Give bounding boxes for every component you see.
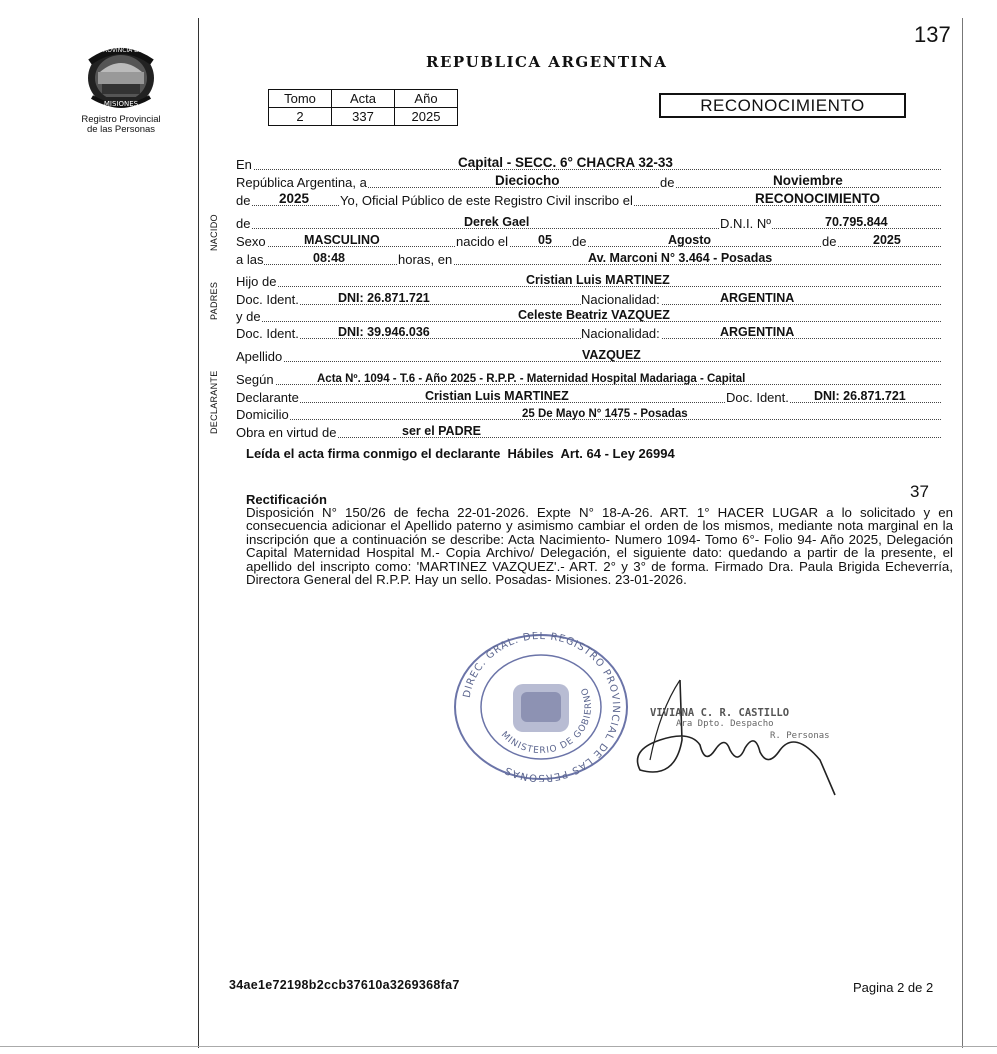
nacido-label: nacido el bbox=[456, 234, 509, 249]
anio-header: Año bbox=[395, 90, 458, 108]
de3-label: de bbox=[236, 216, 251, 231]
father-doc: DNI: 26.871.721 bbox=[338, 291, 430, 305]
de-label: de bbox=[660, 175, 675, 190]
seal-outer-text: DIREC. GRAL. DEL REGISTRO PROVINCIAL DE LAS PERSONAS bbox=[461, 632, 622, 782]
row-oficial bbox=[236, 191, 941, 208]
side-label-declarante: DECLARANTE bbox=[209, 370, 219, 434]
row-name bbox=[236, 214, 941, 231]
row-en bbox=[236, 155, 941, 172]
registry-label-line2: de las Personas bbox=[86, 124, 156, 135]
bottom-margin-line bbox=[0, 1046, 997, 1047]
page-indicator: Pagina 2 de 2 bbox=[853, 980, 934, 995]
signature-stamp-line3: R. Personas bbox=[770, 731, 830, 741]
en-label: En bbox=[236, 157, 252, 172]
birth-hour: 08:48 bbox=[313, 251, 345, 265]
row-obra bbox=[236, 423, 941, 440]
row-apellido bbox=[236, 347, 941, 364]
registration-year: 2025 bbox=[279, 191, 310, 206]
declarante-label: Declarante bbox=[236, 390, 299, 405]
father-nat-label: Nacionalidad: bbox=[581, 292, 660, 307]
official-seal bbox=[451, 632, 631, 782]
row-domicilio bbox=[236, 405, 941, 422]
left-margin-line bbox=[198, 18, 199, 1048]
mother-nat-label: Nacionalidad: bbox=[581, 326, 660, 341]
dni-label: D.N.I. Nº bbox=[720, 216, 771, 231]
declarante-name: Cristian Luis MARTINEZ bbox=[425, 389, 569, 403]
mother-name: Celeste Beatriz VAZQUEZ bbox=[518, 308, 670, 322]
child-sex: MASCULINO bbox=[304, 233, 380, 247]
oficial-text: Yo, Oficial Público de este Registro Civil inscribo el bbox=[340, 193, 633, 208]
side-label-padres: PADRES bbox=[209, 281, 219, 320]
place-of-registration: Capital - SECC. 6° CHACRA 32-33 bbox=[458, 155, 673, 170]
record-type-box: RECONOCIMIENTO bbox=[659, 93, 906, 118]
domicilio-label: Domicilio bbox=[236, 407, 289, 422]
acta-value: 337 bbox=[332, 108, 395, 126]
document-title: REPUBLICA ARGENTINA bbox=[426, 53, 668, 71]
rectification-number: 37 bbox=[910, 482, 929, 501]
rectification-title: Rectificación bbox=[246, 492, 327, 507]
de2-label: de bbox=[236, 193, 251, 208]
tomo-header: Tomo bbox=[269, 90, 332, 108]
row-segun bbox=[236, 370, 941, 387]
registration-month: Noviembre bbox=[773, 173, 843, 188]
obra-label: Obra en virtud de bbox=[236, 425, 337, 440]
row-hijo bbox=[236, 272, 941, 289]
child-name: Derek Gael bbox=[464, 215, 530, 229]
row-mother-doc bbox=[236, 324, 941, 341]
page-number: 137 bbox=[914, 22, 951, 47]
surname-value: VAZQUEZ bbox=[582, 348, 641, 362]
logo-bottom-text: MISIONES bbox=[103, 100, 139, 108]
domicilio-value: 25 De Mayo N° 1475 - Posadas bbox=[522, 408, 688, 420]
declarante-doc-label: Doc. Ident. bbox=[726, 390, 789, 405]
province-shield-icon bbox=[80, 42, 162, 112]
segun-value: Acta Nº. 1094 - T.6 - Año 2025 - R.P.P. - Maternidad Hospital Madariaga - Capital bbox=[317, 373, 746, 385]
row-mother bbox=[236, 307, 941, 324]
birth-month: Agosto bbox=[668, 233, 712, 247]
acta-header: Acta bbox=[332, 90, 395, 108]
obra-value: ser el PADRE bbox=[402, 424, 481, 438]
tomo-value: 2 bbox=[269, 108, 332, 126]
mother-doc: DNI: 39.946.036 bbox=[338, 325, 430, 339]
leida-statement: Leída el acta firma conmigo el declarante Hábiles Art. 64 - Ley 26994 bbox=[246, 446, 675, 461]
child-dni: 70.795.844 bbox=[825, 215, 888, 229]
birth-year: 2025 bbox=[873, 233, 901, 247]
declarante-doc: DNI: 26.871.721 bbox=[814, 389, 906, 403]
logo-top-text: PROVINCIA DE bbox=[99, 47, 143, 54]
row-sexo bbox=[236, 232, 941, 249]
anio-value: 2025 bbox=[395, 108, 458, 126]
father-name: Cristian Luis MARTINEZ bbox=[526, 273, 670, 287]
row-hora bbox=[236, 250, 941, 267]
province-logo bbox=[80, 42, 162, 112]
hijo-label: Hijo de bbox=[236, 274, 277, 289]
mother-nationality: ARGENTINA bbox=[720, 325, 795, 339]
signature-stamp-line2: Ara Dpto. Despacho bbox=[676, 719, 774, 729]
row-father-doc bbox=[236, 290, 941, 307]
side-label-nacido: NACIDO bbox=[209, 214, 219, 251]
row-date bbox=[236, 173, 941, 190]
record-number-table bbox=[268, 89, 458, 126]
apellido-label: Apellido bbox=[236, 349, 283, 364]
yde-label: y de bbox=[236, 309, 261, 324]
seal-inner-text: MINISTERIO DE GOBIERNO bbox=[498, 685, 595, 757]
segun-label: Según bbox=[236, 372, 274, 387]
seal-icon bbox=[451, 632, 631, 782]
horas-label: horas, en bbox=[398, 252, 453, 267]
right-margin-line bbox=[962, 18, 963, 1048]
registration-day: Dieciocho bbox=[495, 173, 560, 188]
de4-label: de bbox=[572, 234, 587, 249]
inscription-type: RECONOCIMIENTO bbox=[755, 191, 881, 206]
mother-doc-label: Doc. Ident. bbox=[236, 326, 299, 341]
alas-label: a las bbox=[236, 252, 264, 267]
de5-label: de bbox=[822, 234, 837, 249]
sexo-label: Sexo bbox=[236, 234, 266, 249]
birth-day: 05 bbox=[538, 233, 552, 247]
registry-label-line1: Registro Provincial bbox=[81, 114, 161, 125]
father-doc-label: Doc. Ident. bbox=[236, 292, 299, 307]
row-declarante bbox=[236, 388, 941, 405]
registry-label bbox=[66, 115, 176, 135]
document-hash: 34ae1e72198b2ccb37610a3269368fa7 bbox=[229, 978, 460, 992]
republica-label: República Argentina, a bbox=[236, 175, 367, 190]
signature-stamp-name: VIVIANA C. R. CASTILLO bbox=[650, 707, 790, 719]
birth-place: Av. Marconi N° 3.464 - Posadas bbox=[588, 251, 773, 265]
father-nationality: ARGENTINA bbox=[720, 291, 795, 305]
rectification-body: Disposición N° 150/26 de fecha 22-01-2026. Expte N° 18-A-26. ART. 1° HACER LUGAR a lo solicitado y en consecuencia adicionar el Apellido paterno y asimismo cambiar el orden de los mismos, mediante nota marginal en la inscripción que a continuación se describe: Acta Nacimiento- Numero 1094- Tomo 6°- Folio 94- Año 2025, Delegación Capital Maternidad Hospital M.- Copia Archivo/ Delegación, el siguiente dato: quedando a partir de la presente, el apellido del inscripto como: 'MARTINEZ VAZQUEZ'.- ART. 2° y 3° de forma. Firmado Dra. Paula Brigida Echeverría, Directora General del R.P.P. Hay un sello. Posadas- Misiones. 23-01-2026. bbox=[246, 505, 953, 588]
